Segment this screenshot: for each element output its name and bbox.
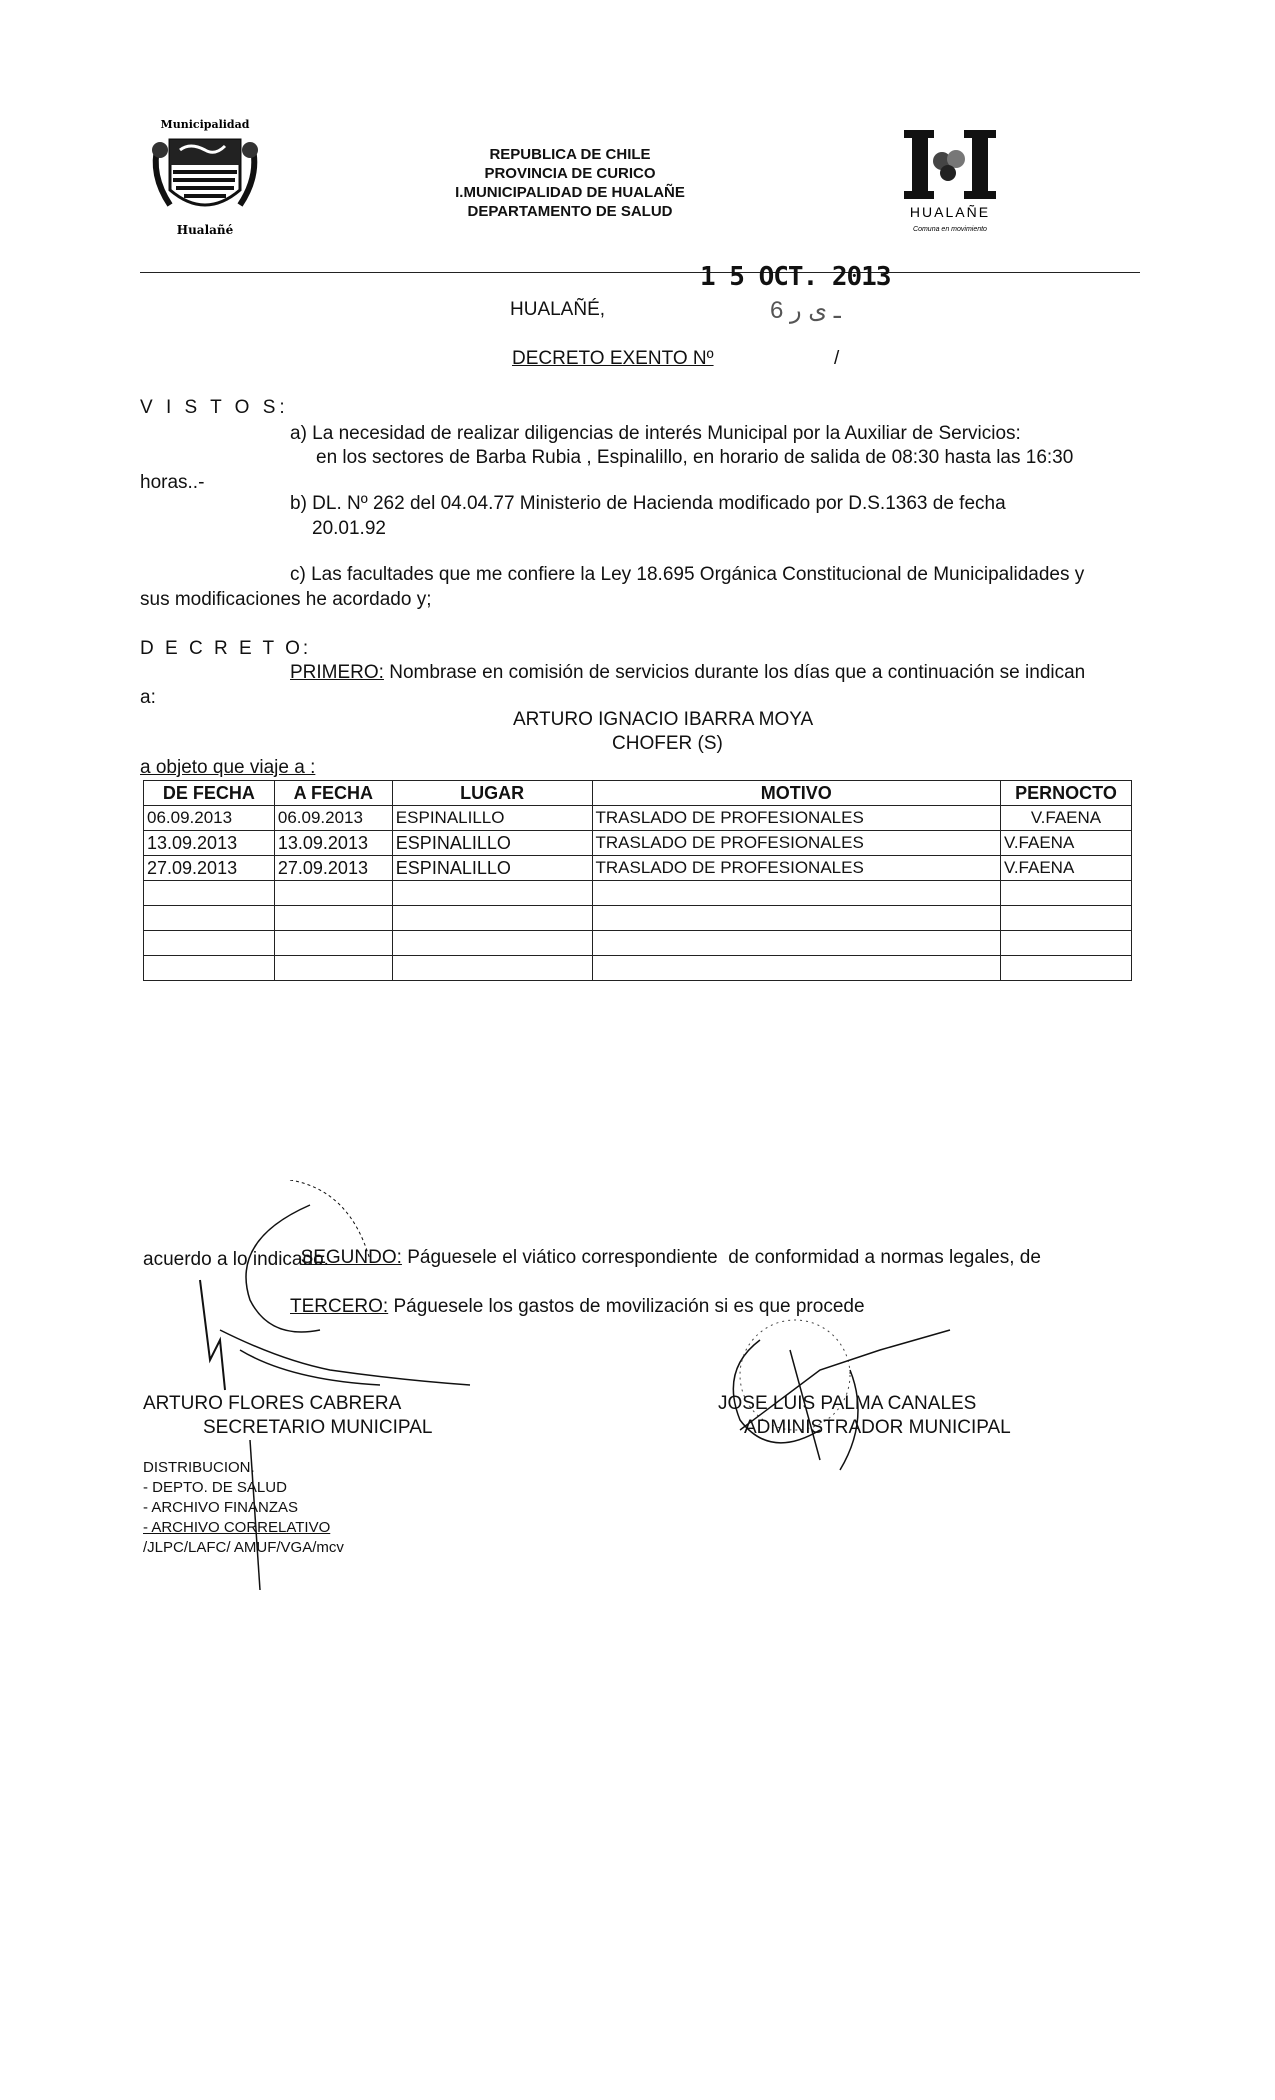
right-signer-title: ADMINISTRADOR MUNICIPAL xyxy=(744,1417,1011,1438)
municipal-crest-logo xyxy=(140,110,270,240)
date-stamp: 1 5 OCT. 2013 xyxy=(700,262,891,292)
cell-motivo: TRASLADO DE PROFESIONALES xyxy=(592,806,1001,831)
decree-slash: / xyxy=(834,348,840,369)
segundo-continuation: acuerdo a lo indicado. xyxy=(143,1249,329,1270)
left-signer-name: ARTURO FLORES CABRERA xyxy=(143,1393,402,1414)
cell-empty xyxy=(592,881,1001,906)
person-name: ARTURO IGNACIO IBARRA MOYA xyxy=(513,709,814,730)
number-stamp: ـ ى ر 6 xyxy=(770,297,841,324)
table-row xyxy=(144,931,1132,956)
vistos-a-line1: a) La necesidad de realizar diligencias de interés Municipal por la Auxiliar de Servicios: xyxy=(290,423,1021,444)
cell-empty xyxy=(274,881,392,906)
cell-motivo: TRASLADO DE PROFESIONALES xyxy=(592,831,1001,856)
cell-empty xyxy=(1001,881,1132,906)
cell-empty xyxy=(274,906,392,931)
distribucion-item-1: - DEPTO. DE SALUD xyxy=(143,1479,287,1496)
decreto-heading: D E C R E T O: xyxy=(140,638,312,659)
crest-top-text: Municipalidad xyxy=(160,118,250,131)
cell-empty xyxy=(274,931,392,956)
header-pernocto: PERNOCTO xyxy=(1001,781,1132,806)
cell-empty xyxy=(144,881,275,906)
header-line-1: REPUBLICA DE CHILE xyxy=(489,146,651,163)
cell-a-fecha: 13.09.2013 xyxy=(274,831,392,856)
decree-number-line xyxy=(512,347,840,371)
travel-table xyxy=(143,780,1132,981)
distribucion-item-2: - ARCHIVO FINANZAS xyxy=(143,1499,299,1516)
table-row xyxy=(144,906,1132,931)
cell-lugar: ESPINALILLO xyxy=(392,856,592,881)
cell-motivo: TRASLADO DE PROFESIONALES xyxy=(592,856,1001,881)
header-block xyxy=(420,145,720,221)
cell-pernocto: V.FAENA xyxy=(1001,831,1132,856)
header-line-3: I.MUNICIPALIDAD DE HUALAÑE xyxy=(455,184,685,201)
cell-empty xyxy=(1001,906,1132,931)
cell-empty xyxy=(392,906,592,931)
cell-empty xyxy=(392,956,592,981)
vistos-c-line2: sus modificaciones he acordado y; xyxy=(140,589,432,610)
primero-label: PRIMERO: xyxy=(290,662,384,683)
person-role: CHOFER (S) xyxy=(612,733,723,754)
cell-empty xyxy=(144,906,275,931)
left-signer-title: SECRETARIO MUNICIPAL xyxy=(203,1417,433,1438)
cell-a-fecha: 27.09.2013 xyxy=(274,856,392,881)
cell-empty xyxy=(1001,931,1132,956)
cell-empty xyxy=(274,956,392,981)
header-divider xyxy=(140,272,1140,273)
header-motivo: MOTIVO xyxy=(592,781,1001,806)
cell-pernocto: V.FAENA xyxy=(1001,856,1132,881)
distribucion-item-3: - ARCHIVO CORRELATIVO xyxy=(143,1519,331,1536)
table-row xyxy=(144,856,1132,881)
header-a-fecha: A FECHA xyxy=(274,781,392,806)
vistos-a-line3: horas..- xyxy=(140,472,205,493)
cell-lugar: ESPINALILLO xyxy=(392,806,592,831)
distribucion-heading: DISTRIBUCION. xyxy=(143,1459,255,1476)
tercero-label: TERCERO: xyxy=(290,1296,389,1317)
table-row xyxy=(144,831,1132,856)
cell-empty xyxy=(144,931,275,956)
hualane-logo-text: HUALAÑE xyxy=(909,204,991,220)
cell-lugar: ESPINALILLO xyxy=(392,831,592,856)
tercero-text: Páguesele los gastos de movilización si es que procede xyxy=(388,1296,865,1317)
segundo-label: SEGUNDO: xyxy=(300,1247,402,1268)
cell-empty xyxy=(592,906,1001,931)
header-lugar: LUGAR xyxy=(392,781,592,806)
cell-empty xyxy=(144,956,275,981)
place-label: HUALAÑÉ, xyxy=(510,299,606,320)
header-line-4: DEPARTAMENTO DE SALUD xyxy=(467,203,673,220)
cell-de-fecha: 06.09.2013 xyxy=(144,806,275,831)
hualane-logo xyxy=(890,125,1010,235)
primero-text: Nombrase en comisión de servicios durante los días que a continuación se indican xyxy=(383,662,1086,683)
primero-continuation: a: xyxy=(140,687,156,708)
vistos-heading: V I S T O S: xyxy=(140,397,289,418)
cell-de-fecha: 13.09.2013 xyxy=(144,831,275,856)
decree-label: DECRETO EXENTO Nº xyxy=(512,348,714,369)
table-row xyxy=(144,881,1132,906)
cell-empty xyxy=(392,931,592,956)
vistos-a-line2: en los sectores de Barba Rubia , Espinalillo, en horario de salida de 08:30 hasta las 16:30 xyxy=(316,447,1074,468)
distribucion-initials: /JLPC/LAFC/ AMUF/VGA/mcv xyxy=(143,1539,344,1556)
cell-empty xyxy=(592,931,1001,956)
primero-line xyxy=(290,661,1085,685)
table-header-row xyxy=(144,781,1132,806)
table-row xyxy=(144,956,1132,981)
header-line-2: PROVINCIA DE CURICO xyxy=(484,165,656,182)
objeto-line: a objeto que viaje a : xyxy=(140,757,316,778)
crest-bottom-text: Hualañé xyxy=(176,223,234,237)
right-signer-name: JOSE LUIS PALMA CANALES xyxy=(718,1393,977,1414)
vistos-b-line1: b) DL. Nº 262 del 04.04.77 Ministerio de Hacienda modificado por D.S.1363 de fecha xyxy=(290,493,1006,514)
table-row xyxy=(144,806,1132,831)
segundo-text: Páguesele el viático correspondiente de conformidad a normas legales, de xyxy=(401,1247,1041,1268)
cell-empty xyxy=(392,881,592,906)
cell-pernocto: V.FAENA xyxy=(1001,806,1132,831)
vistos-c-line1: c) Las facultades que me confiere la Ley 18.695 Orgánica Constitucional de Municipalidades y xyxy=(290,564,1085,585)
cell-empty xyxy=(1001,956,1132,981)
cell-empty xyxy=(592,956,1001,981)
vistos-b-line2: 20.01.92 xyxy=(312,518,386,539)
cell-a-fecha: 06.09.2013 xyxy=(274,806,392,831)
hualane-logo-tagline: Comuna en movimiento xyxy=(913,226,987,233)
cell-de-fecha: 27.09.2013 xyxy=(144,856,275,881)
header-de-fecha: DE FECHA xyxy=(144,781,275,806)
